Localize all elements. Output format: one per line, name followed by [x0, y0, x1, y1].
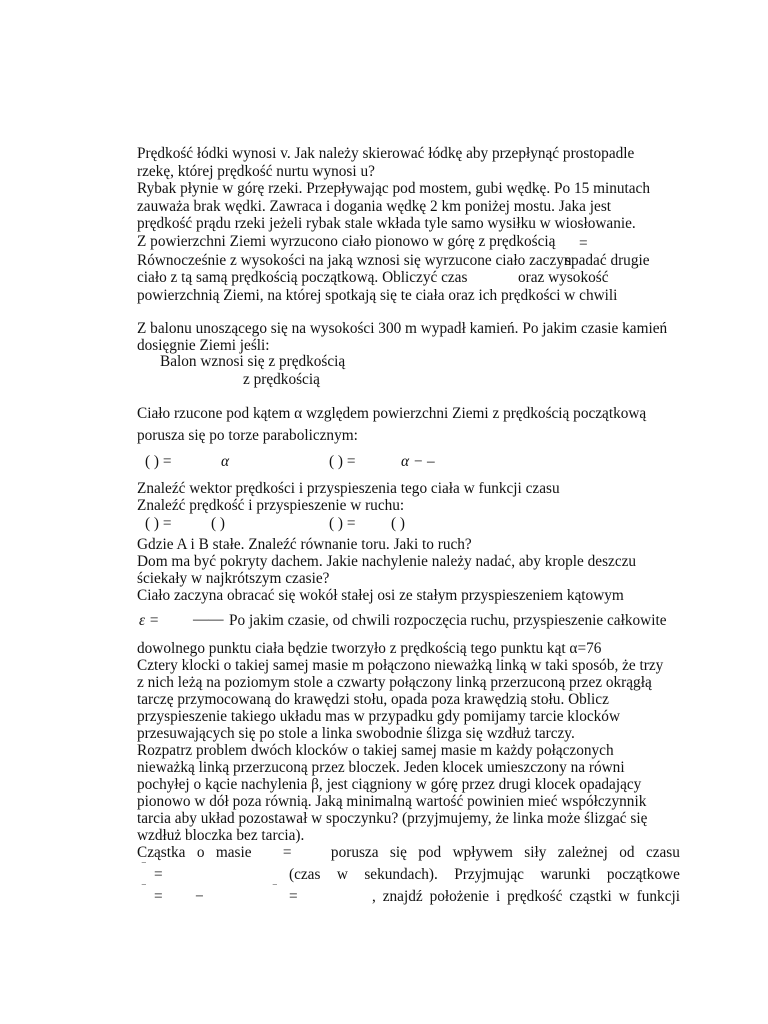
projectile-task-1: Znaleźć wektor prędkości i przyspieszenia tego ciała w funkcji czasu — [137, 480, 560, 497]
vertical-throw-equals: = — [579, 235, 588, 252]
particle-initial-velocity-equals: = — [289, 888, 298, 905]
particle-word: od — [619, 844, 635, 861]
projectile-eq-3-rhs: ( ) — [211, 515, 226, 532]
projectile-eq-1-alpha: α — [221, 453, 230, 470]
particle-word: czasu — [645, 844, 680, 861]
vertical-throw-line-3a: ciało z tą samą prędkością początkową. Obliczyć czas — [137, 269, 468, 286]
fisherman-line-1: Rybak płynie w górę rzeki. Przepływając pod mostem, gubi wędkę. Po 15 minutach — [137, 180, 650, 197]
projectile-eq-4-lhs: ( ) = — [329, 515, 356, 532]
four-blocks-line-2: z nich leżą na poziomym stole a czwarty połączony linką przerzuconą przez okrągłą — [137, 674, 652, 691]
projectile-eq-4-rhs: ( ) — [391, 515, 406, 532]
particle-force-equals: = — [154, 866, 163, 883]
two-blocks-line-5: tarcia aby układ pozostawał w spoczynku? (przyjmujemy, że linka może ślizgać się — [137, 810, 648, 827]
projectile-eq-3-lhs: ( ) = — [145, 515, 172, 532]
fisherman-line-2: zauważa brak wędki. Zawraca i dogania wędkę 2 km poniżej mostu. Jaka jest — [137, 198, 612, 215]
particle-word: o — [196, 844, 205, 861]
particle-word: zależnej — [557, 844, 608, 861]
two-blocks-line-2: nieważką linką przerzuconą przez bloczek. Jeden klocek umieszczony na równi — [137, 759, 625, 776]
rotation-line-2: Po jakim czasie, od chwili rozpoczęcia ruchu, przyspieszenie całkowite — [229, 612, 667, 629]
vertical-throw-line-4: powierzchnią Ziemi, na której spotkają się te ciała oraz ich prędkości w chwili — [137, 287, 618, 304]
four-blocks-line-4: przyspieszenie takiego układu mas w przypadku gdy pomijamy tarcie klocków — [137, 708, 620, 725]
four-blocks-line-1: Cztery klocki o takiej samej masie m połączono nieważką linką w taki sposób, że trzy — [137, 657, 664, 674]
particle-word: początkowe — [606, 866, 680, 883]
particle-word: warunki — [540, 866, 591, 883]
particle-word: Cząstka — [137, 844, 186, 861]
particle-line-3: , znajdź położenie i prędkość cząstki w funkcji — [372, 888, 680, 905]
vertical-throw-line-1: Z powierzchni Ziemi wyrzucono ciało pionowo w górę z prędkością — [137, 233, 556, 250]
particle-word: Przyjmując — [454, 866, 524, 883]
particle-initial-position-equals: = — [154, 888, 163, 905]
particle-word: się — [389, 844, 407, 861]
particle-position-vector-bar: ‾ — [142, 884, 146, 896]
rotation-line-3: dowolnego punktu ciała będzie tworzyło z prędkością tego punktu kąt α=76 — [137, 640, 602, 657]
rotation-epsilon: ε = — [139, 612, 160, 629]
particle-word: siły — [524, 844, 547, 861]
particle-velocity-vector-bar: ‾ — [273, 884, 277, 896]
particle-line-2 — [289, 866, 680, 884]
vertical-throw-line-3b: oraz wysokość — [518, 269, 609, 286]
projectile-line-1: Ciało rzucone pod kątem α względem powierzchni Ziemi z prędkością początkową — [137, 405, 647, 422]
two-blocks-line-6: wzdłuż bloczka bez tarcia). — [137, 827, 305, 844]
vertical-throw-line-2b: spadać drugie — [565, 252, 650, 269]
particle-line-1 — [137, 844, 680, 862]
balloon-case-2: z prędkością — [243, 371, 320, 388]
particle-word: wpływem — [452, 844, 513, 861]
projectile-task-2: Znaleźć prędkość i przyspieszenie w ruchu: — [137, 497, 405, 514]
particle-word: pod — [418, 844, 442, 861]
projectile-eq-2-lhs: ( ) = — [329, 453, 356, 470]
particle-word: porusza — [330, 844, 379, 861]
four-blocks-line-3: tarczę przymocowaną do krawędzi stołu, opada poza krawędzią stołu. Oblicz — [137, 691, 609, 708]
boat-line-2: rzekę, której prędkość nurtu wynosi u? — [137, 163, 375, 180]
projectile-eq-2-rhs: α − – — [401, 453, 435, 470]
particle-force-vector-bar: ‾ — [142, 862, 146, 874]
rotation-line-1: Ciało zaczyna obracać się wokół stałej osi ze stałym przyspieszeniem kątowym — [137, 587, 624, 604]
four-blocks-line-5: przesuwających się po stole a linka swobodnie ślizga się wzdłuż tarczy. — [137, 725, 575, 742]
particle-initial-minus: − — [195, 888, 204, 905]
two-blocks-line-1: Rozpatrz problem dwóch klocków o takiej samej masie m każdy połączonych — [137, 742, 614, 759]
particle-word: masie — [215, 844, 252, 861]
boat-line-1: Prędkość łódki wynosi v. Jak należy skierować łódkę aby przepłynąć prostopadle — [137, 145, 635, 162]
particle-word: sekundach). — [364, 866, 438, 883]
projectile-line-2: porusza się po torze parabolicznym: — [137, 427, 358, 444]
balloon-line-1: Z balonu unoszącego się na wysokości 300 m wypadł kamień. Po jakim czasie kamień — [137, 320, 668, 337]
two-blocks-line-3: pochyłej o kącie nachylenia β, jest ciągniony w górę przez drugi klocek opadający — [137, 776, 642, 793]
vertical-throw-line-2a: Równocześnie z wysokości na jaką wznosi się wyrzucone ciało zaczyn — [137, 252, 572, 269]
projectile-task-3: Gdzie A i B stałe. Znaleźć równanie toru. Jaki to ruch? — [137, 536, 472, 553]
particle-word: = — [282, 844, 292, 861]
particle-word: w — [336, 866, 348, 883]
roof-line-2: ściekały w najkrótszym czasie? — [137, 570, 330, 587]
roof-line-1: Dom ma być pokryty dachem. Jakie nachylenie należy nadać, aby krople deszczu — [137, 553, 637, 570]
projectile-eq-1-lhs: ( ) = — [145, 453, 172, 470]
fisherman-line-3: prędkość prądu rzeki jeżeli rybak stale wkłada tyle samo wysiłku w wiosłowanie. — [137, 215, 636, 232]
rotation-fraction-bar: —— — [193, 611, 224, 628]
balloon-case-1: Balon wznosi się z prędkością — [160, 353, 346, 370]
particle-word: (czas — [289, 866, 321, 883]
balloon-line-2: dosięgnie Ziemi jeśli: — [137, 337, 270, 354]
two-blocks-line-4: pionowo w dół poza równią. Jaką minimalną wartość powinien mieć współczynnik — [137, 793, 647, 810]
